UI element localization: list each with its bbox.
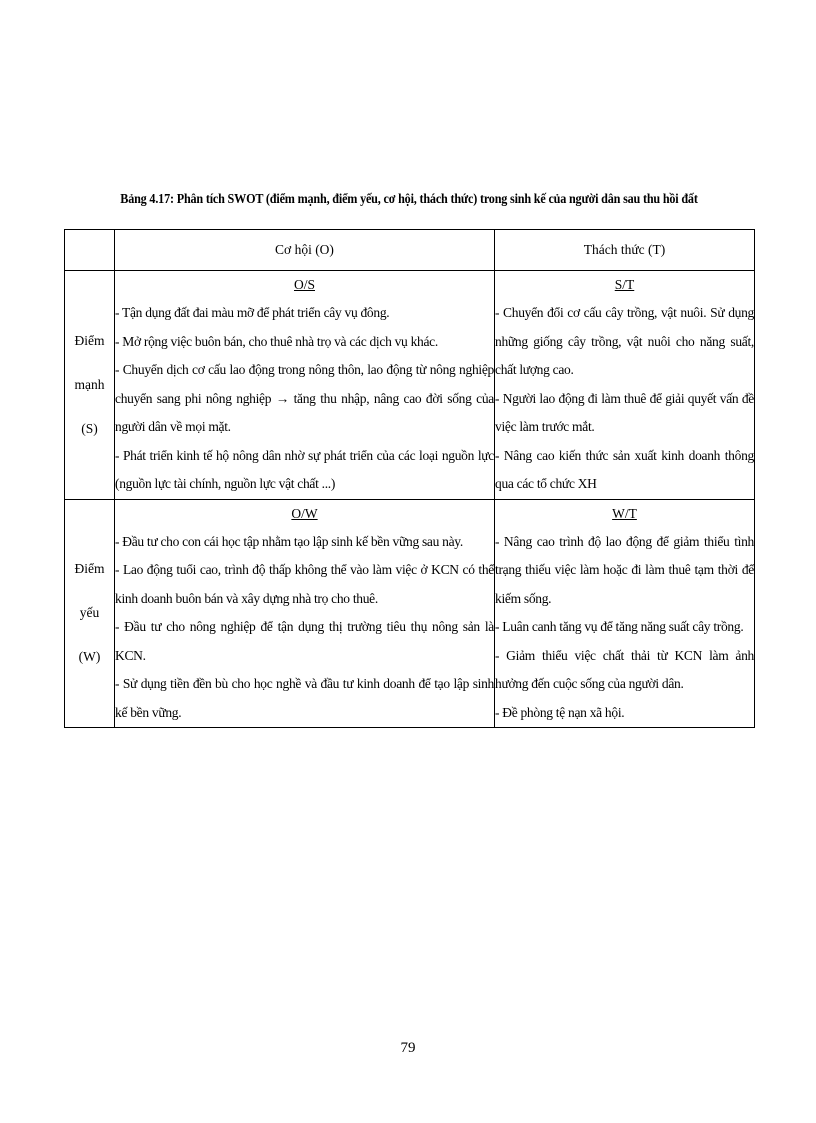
wt-item: - Giảm thiểu việc chất thải từ KCN làm ảnh hưởng đến cuộc sống của người dân.	[495, 647, 754, 691]
ow-item: - Đầu tư cho nông nghiệp để tận dụng thị trường tiêu thụ nông sản là KCN.	[115, 619, 494, 663]
weakness-label-line: Điểm	[74, 561, 105, 577]
os-item: - Phát triển kinh tế hộ nông dân nhờ sự phát triển của các loại nguồn lực (nguồn lực tài chính, nguồn lực vật chất ...)	[115, 447, 494, 491]
os-item: - Mở rộng việc buôn bán, cho thuê nhà trọ và các dịch vụ khác.	[115, 333, 438, 349]
ow-cell	[115, 499, 495, 728]
st-item: - Người lao động đi làm thuê để giải quyết vấn đề việc làm trước mắt.	[495, 390, 754, 434]
st-cell	[495, 271, 755, 500]
header-opportunity: Cơ hội (O)	[115, 230, 495, 271]
wt-item: - Đề phòng tệ nạn xã hội.	[495, 704, 625, 720]
header-row	[65, 230, 755, 271]
strength-row	[65, 271, 755, 500]
strength-label-line: mạnh	[74, 376, 105, 392]
header-threat: Thách thức (T)	[495, 230, 755, 271]
strength-label-line: Điểm	[74, 332, 105, 348]
table-caption: Bảng 4.17: Phân tích SWOT (điểm mạnh, điểm yếu, cơ hội, thách thức) trong sinh kế của người dân sau thu hồi đất	[120, 191, 698, 206]
os-item: - Chuyển dịch cơ cấu lao động trong nông thôn, lao động từ nông nghiệp chuyển sang phi nông nghiệp → tăng thu nhập, nâng cao đời sống của người dân về mọi mặt.	[115, 362, 494, 434]
st-code: S/T	[614, 277, 635, 292]
weakness-label-line: (W)	[78, 649, 101, 665]
wt-item: - Luân canh tăng vụ để tăng năng suất cây trồng.	[495, 619, 744, 634]
st-item: - Nâng cao kiến thức sản xuất kinh doanh thông qua các tổ chức XH	[495, 447, 754, 491]
os-code: O/S	[293, 277, 315, 292]
wt-code: W/T	[612, 505, 637, 521]
ow-item: - Sử dụng tiền đền bù cho học nghề và đầu tư kinh doanh để tạo lập sinh kế bền vững.	[115, 676, 494, 720]
weakness-label-line: yếu	[79, 605, 100, 621]
weakness-row	[65, 499, 755, 728]
strength-label-line: (S)	[81, 420, 98, 436]
weakness-label	[65, 499, 115, 728]
wt-cell	[495, 499, 755, 728]
ow-item: - Lao động tuổi cao, trình độ thấp không thể vào làm việc ở KCN có thể kinh doanh buôn bán và xây dựng nhà trọ cho thuê.	[115, 562, 494, 606]
st-item: - Chuyển đổi cơ cấu cây trồng, vật nuôi. Sử dụng những giống cây trồng, vật nuôi cho năng suất, chất lượng cao.	[495, 305, 754, 377]
wt-item: - Nâng cao trình độ lao động để giảm thiểu tình trạng thiếu việc làm hoặc đi làm thuê tạm thời để kiếm sống.	[495, 533, 754, 606]
page-number: 79	[400, 1040, 416, 1056]
strength-label	[65, 271, 115, 500]
ow-code: O/W	[291, 505, 318, 521]
swot-table	[64, 229, 755, 728]
os-item: - Tận dụng đất đai màu mỡ để phát triển cây vụ đông.	[115, 305, 390, 320]
ow-item: - Đầu tư cho con cái học tập nhằm tạo lập sinh kế bền vững sau này.	[115, 533, 463, 549]
os-cell	[115, 271, 495, 500]
corner-cell	[65, 230, 115, 271]
